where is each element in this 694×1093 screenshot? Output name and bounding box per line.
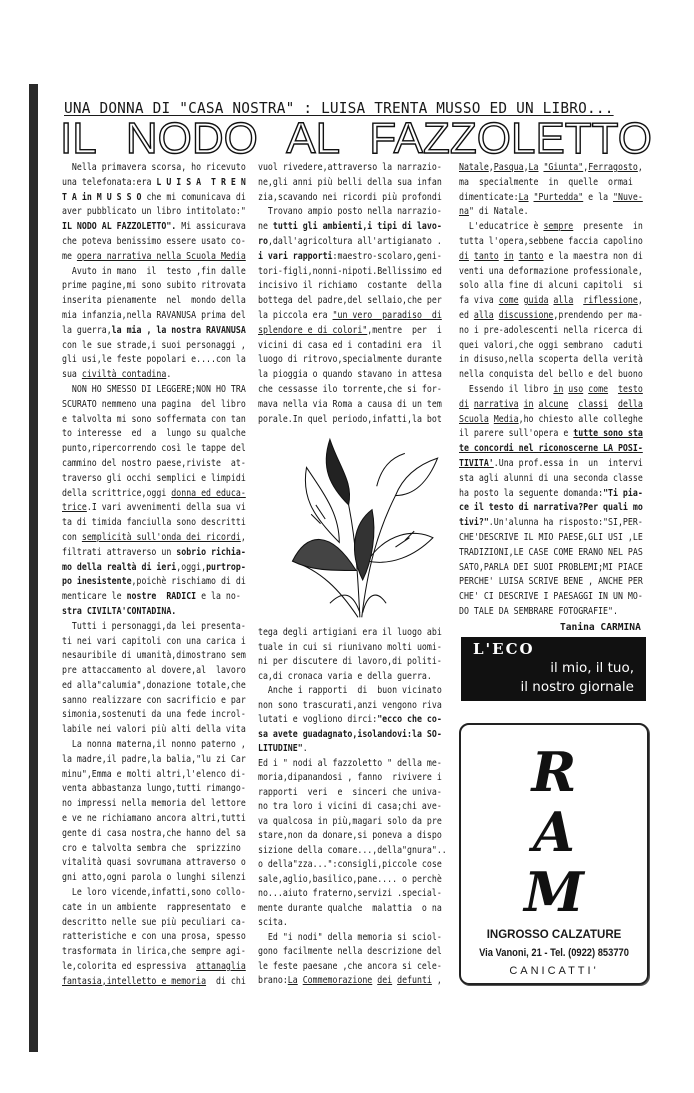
emphasized-text: stra CIVILTA'CONTADINA. [62,605,177,617]
text-line: TRADIZIONI,LE CASE COME ERANO NEL PAS [459,546,643,558]
emphasized-text: defunti [397,975,432,986]
text-segment: ha posto la seguente domanda: [459,487,604,499]
emphasized-text: semplicità sull'onda dei ricordi [81,531,241,543]
text-segment: ,oggi, [176,561,207,573]
text-line [62,487,246,502]
text-segment [608,384,618,395]
emphasized-text: splendore e di colori" [258,324,368,336]
text-line: CHE'DESCRIVE IL MIO PAESE,GLI USI ,LE [459,531,643,543]
text-line [459,250,643,265]
emphasized-text: Media [493,413,519,425]
emphasized-text: "Nuve- [613,191,643,203]
emphasized-text: discussione [498,309,554,321]
emphasized-text: po inesistente [62,576,132,588]
article-kicker: UNA DONNA DI "CASA NOSTRA" : LUISA TRENTA MUSSO ED UN LIBRO... [64,99,614,117]
text-line: nella conquista del bello e del buono [459,369,643,381]
text-line: La nonna materna,il nonno paterno , [62,739,246,751]
text-segment: menticare le [62,591,127,603]
text-segment: la piccola era [258,309,333,321]
emphasized-text: IL NODO AL FAZZOLETTO". [62,221,177,233]
emphasized-text: "Giunta" [543,162,584,173]
text-line [459,487,643,502]
emphasized-text: na [459,206,469,218]
text-segment [608,399,618,410]
text-line: tuale in cui si riunivano molti uomi- [258,641,442,653]
text-line [62,191,246,206]
text-segment: ne [258,221,273,233]
text-line: SCURATO nemmeno una pagina del libro [62,398,246,410]
text-segment: , [583,162,589,173]
text-line: PERCHE' LUISA SCRIVE BENE , ANCHE PER [459,576,643,588]
emphasized-text: sobrio richia- [176,546,246,558]
emphasized-text: testo [617,383,643,395]
text-line [459,427,643,442]
text-line: no tra loro i vicini di casa;chi ave- [258,801,442,812]
text-segment: , [637,295,643,307]
text-segment: .I vari avvenimenti della sua vi [86,502,246,514]
text-line: ca,di cronaca varia e della guerra. [258,670,432,682]
text-segment: brano: [258,975,288,986]
text-line: ti nei vari capitoli con una carica i [62,635,246,647]
plant-illustration [268,430,448,622]
text-segment: ,ho chiesto alle colleghe [518,413,643,425]
text-segment: presente in [573,221,643,233]
text-line: le feste paesane ,che ancora si cele- [258,960,442,972]
emphasized-text: L U I S A T R E N [156,176,246,188]
text-line: sizione della comare...,della"gnura".. [258,844,447,856]
text-line: ne,gli anni più belli della sua infan [258,176,442,188]
emphasized-text: TIVITA' [459,457,494,469]
emphasized-text: La [528,162,539,173]
text-segment: ,poichè rischiamo di di [131,576,246,588]
text-segment: lutati e vogliono dirci: [258,714,378,725]
emphasized-text: Scuola [459,413,489,425]
text-line: venti una deformazione professionale, [459,265,643,277]
text-segment: dimenticate: [459,191,519,203]
text-segment: con [62,531,82,543]
text-line: Le loro vicende,infatti,sono collo- [62,887,246,899]
text-segment: ed [459,309,474,321]
text-segment: ,dall'agricoltura all'artigianato . [267,235,442,247]
text-segment: ,mentre per i [367,324,442,336]
text-line [258,324,442,339]
text-line: ni per discutere di lavoro,di politi- [258,656,442,667]
text-segment: della scrittrice,oggi [62,487,172,499]
text-line: simonia,sostenuti da una fede incrol- [62,709,246,721]
emphasized-text: come [498,295,519,307]
emphasized-text: in [553,383,564,395]
text-line: con le sue strade,i suoi personaggi , [62,339,246,351]
text-line: inserita pienamente nel mondo della [62,295,246,307]
text-line [258,713,447,728]
text-line: no...aiuto fraterno,servizi .special- [258,888,442,899]
emphasized-text: mo della realtà di ieri [62,561,177,573]
article-title: IL NODO AL FAZZOLETTO [60,114,652,163]
emphasized-text: La [287,975,298,986]
text-line: minu",Emma e molti altri,l'elenco di- [62,768,246,780]
emphasized-text: come [588,383,609,395]
text-line: sale,aglio,basilico,pane.... o perchè [258,873,442,885]
emphasized-text: trice [62,502,87,514]
emphasized-text: ro [258,235,268,247]
text-segment: che mi comunicava di [141,191,246,203]
text-line: trasformata in lirica,che sempre agi- [62,946,246,958]
text-segment: . [166,369,172,381]
text-line [459,161,643,176]
emphasized-text: ce il testo di narrativa?Per quali mo [459,502,643,514]
emphasized-text: riflessione [583,295,638,307]
text-line: ta di timida fanciulla sono descritti [62,517,246,529]
text-segment: e la no- [196,591,241,603]
text-line [459,205,643,220]
ram-advertisement [459,723,649,985]
text-segment: sua [62,369,82,381]
text-line [258,974,447,989]
text-line [459,457,643,472]
text-line: venta abbastanza lungo,tutti rimango- [62,783,246,795]
text-line: tega degli artigiani era il luogo abi [258,627,442,638]
text-line [258,728,447,743]
emphasized-text: i vari rapporti [258,250,333,262]
emphasized-text: tivi?" [459,517,489,529]
emphasized-text: fantasia,intelletto e memoria [62,975,207,987]
text-line: cate in un ambiente rappresentato e [62,901,246,913]
text-line [62,605,246,620]
text-segment: :maestro-scolaro,geni- [332,250,442,262]
text-line: e ve ne richiamano ancora altri,tutti [62,813,246,825]
text-line: gono facilmente nella descrizione del [258,946,442,957]
text-line: nesauribile di umanità,dimostrano sem [62,650,246,662]
text-line [258,742,447,757]
ram-city: CANICATTI' [509,965,599,977]
text-line: gli usi,le feste popolari e....con la [62,354,246,366]
text-line: Anche i rapporti di buon vicinato [258,685,442,696]
emphasized-text: te concordi nel riconoscerne LA POSI- [459,443,643,455]
text-line [459,413,643,428]
text-line: Ed i " nodi al fazzoletto " della me- [258,757,442,769]
emphasized-text: della [618,398,643,410]
emphasized-text: La [518,191,529,203]
text-segment [568,399,578,410]
text-line [62,546,246,561]
text-line: pre attaccamento al dovere,al lavoro [62,665,246,677]
emphasized-text: "Ti pia- [603,487,643,499]
text-segment: , [637,162,643,173]
text-segment: , [240,531,246,543]
text-line: gente di casa nostra,che hanno del sa [62,827,246,839]
article-column-left [62,161,246,990]
emphasized-text: dei [377,975,393,986]
emphasized-text: "un vero paradiso di [332,309,442,321]
text-line: Trovano ampio posto nella narrazio- [258,206,442,218]
emphasized-text: Commemorazione [302,975,373,986]
text-line: ma specialmente in quelle ormai [459,176,633,188]
text-line: rapporti veri e sinceri che univa- [258,786,442,798]
text-segment: e la [583,191,614,203]
eco-slogan-line-1: il mio, il tuo, [550,660,634,676]
eco-slogan-line-2: il nostro giornale [520,679,634,695]
article-column-middle-bottom [258,626,447,989]
scan-edge-bar [29,84,38,1052]
text-line: no impressi nella memoria del lettore [62,798,246,810]
text-line: sta agli alunni di una seconda classe [459,472,643,484]
text-line: SATO,PARLA DEI SUOI PROBLEMI;MI PIACE [459,561,643,573]
text-line: incisivo il richiamo costante della [258,280,442,292]
text-segment: il parere sull'opera e [459,428,574,440]
text-line: ratteristiche e con una prosa, spesso [62,931,246,943]
text-segment: ,prendendo per ma- [553,309,643,321]
text-line [459,501,643,516]
text-line: cro e talvolta sembra che sprizzino [62,842,241,854]
text-line [459,442,643,457]
text-line: gni atto,ogni parola o lunghi silenzi [62,872,246,884]
text-line [258,235,442,250]
text-segment: . [302,743,308,754]
emphasized-text: Ferragosto [588,162,638,173]
text-line: solo alla fine di alcuni capitoli si [459,280,643,292]
text-line: la madre,il padre,la balia,"lu zi Car [62,753,246,765]
text-line: traverso gli occhi semplici e limpidi [62,472,246,484]
text-line [258,220,442,235]
text-line: vicini di casa ed i contadini era il [258,339,442,351]
text-line: moria,dipanandosi , fanno rivivere i [258,772,442,783]
emphasized-text: sempre [543,221,574,233]
text-line [62,324,246,339]
text-segment: , [523,162,529,173]
text-line [62,960,246,975]
emphasized-text: la mia , la nostra RAVANUSA [111,324,246,336]
text-line: ed alla"calumia",donazione totale,che [62,679,246,691]
text-line [62,575,246,590]
text-line: NON HO SMESSO DI LEGGERE;NON HO TRA [62,383,246,395]
text-line: tori-figli,nonni-nipoti.Bellissimo ed [258,265,442,277]
text-line: che poteva benissimo essere usato co- [62,235,246,247]
text-segment: fa viva [459,295,499,307]
text-line: che cessasse ilo torrente,che si for- [258,383,442,395]
text-line: punto,ripercorrendo così le tappe del [62,443,246,455]
emphasized-text: di [459,250,469,262]
text-line: va qualcosa in più,magari solo da pre [258,815,442,827]
text-segment: le,colorita ed espressiva [62,961,197,973]
text-line: non sono trascurati,anzi vengono riva [258,699,442,711]
text-line: mente durante qualche malattia o na [258,902,442,914]
emphasized-text: purtrop- [206,561,246,573]
text-line [459,220,643,235]
emphasized-text: T A in M U S S O [62,191,142,203]
text-line: vuol rivedere,attraverso la narrazio- [258,162,442,173]
text-line [62,975,246,990]
emphasized-text: donna ed educa- [171,487,246,499]
text-line [459,516,643,531]
text-line: la pioggia o quando stavano in attesa [258,369,442,381]
text-line: scita. [258,917,288,928]
text-segment: e la maestra non di [543,250,643,262]
text-line: prime pagine,mi sono subito ritrovata [62,280,246,292]
emphasized-text: nostre RADICI [126,591,197,603]
text-line: stare,non da donare,si poneva a dispo [258,830,442,841]
text-segment: una telefonata:era [62,176,157,188]
emphasized-text: tutti gli ambienti,i tipi di lavo- [272,221,442,233]
text-line: CHE' CI DESCRIVE I PAESAGGI IN UN MO- [459,591,643,603]
text-line [459,309,643,324]
text-line: o della"zza...":consigli,piccole cose [258,859,442,870]
emphasized-text: attanaglia [196,961,246,973]
text-line [62,501,246,516]
text-segment [573,295,583,306]
text-segment: Mi assicurava [176,221,246,233]
text-line: no i pre-adolescenti nella ricerca di [459,324,643,336]
text-segment: .Un'alunna ha risposto:"SI,PER- [488,517,643,529]
text-segment: me [62,250,77,262]
text-line [62,561,246,576]
ram-logo-letter: A [533,800,575,864]
text-line: e talvolta mi sono soffermata con tan [62,413,246,425]
emphasized-text: tanto [518,250,544,262]
text-line [62,176,246,191]
text-line: labile nei valori più alti della vita [62,724,246,736]
text-line: zia,scavando nei ricordi più profondi [258,191,442,203]
text-line [258,250,442,265]
text-line [459,398,643,413]
emphasized-text: opera narrativa nella Scuola Media [76,250,246,262]
text-line: vitalità quasi sovrumana attraverso o [62,857,246,869]
emphasized-text: guida [523,295,549,307]
emphasized-text: alla [473,309,494,321]
text-line: cammino del nostro paese,riviste at- [62,457,246,469]
emphasized-text: civiltà contadina [81,369,167,381]
emphasized-text: tanto [473,250,499,262]
text-line: DO TALE DA SEMBRARE FOTOGRAFIE". [459,605,618,617]
ram-business-type: INGROSSO CALZATURE [486,929,622,941]
text-segment: filtrati attraverso un [62,546,177,558]
emphasized-text: narrativa [473,398,519,410]
emphasized-text: tutte sono sta [573,428,643,440]
text-line [459,383,643,398]
emphasized-text: di [459,398,469,410]
emphasized-text: uso [568,383,584,395]
text-line [459,294,643,309]
emphasized-text: alcune [538,398,569,410]
ram-logo-letter: R [531,740,577,804]
text-segment: " di Natale. [468,206,529,218]
eco-advertisement [461,637,646,701]
ram-address-phone: Via Vanoni, 21 - Tel. (0922) 853770 [479,947,629,959]
text-line [62,250,246,265]
emphasized-text: sa avete guadagnato,isolandovi:la SO- [258,728,442,740]
text-line [62,368,246,383]
eco-name: L'ECO [473,640,535,658]
text-segment: Essendo il libro [459,383,554,395]
text-line [62,531,246,546]
text-line: in disuso,nella scoperta della verità [459,354,643,366]
text-segment: .Una prof.essa in un intervi [493,457,643,469]
text-line: Nella primavera scorsa, ho ricevuto [62,162,246,173]
emphasized-text: LITUDINE" [258,743,303,754]
text-segment: la guerra, [62,324,112,336]
text-line: aver pubblicato un libro intitolato:" [62,206,246,218]
emphasized-text: in [503,250,514,262]
emphasized-text: Pasqua [493,162,524,173]
text-line: mava nella via Roma a causa di un tem [258,398,442,410]
text-line [459,191,643,206]
text-line [258,309,442,324]
emphasized-text: "ecco che co- [377,714,442,725]
ram-logo-letter: M [524,860,584,924]
text-segment: di chi [206,975,246,987]
emphasized-text: "Purtedda" [533,191,584,203]
article-column-right [459,161,643,620]
text-line: Tutti i personaggi,da lei presenta- [62,620,246,632]
text-line [62,220,246,235]
text-segment: L'educatrice è [459,221,544,233]
text-line: descritto nelle sue più peculiari ca- [62,916,246,928]
text-line: porale.In quel periodo,infatti,la bot [258,413,442,425]
article-column-middle-top [258,161,442,427]
text-line: Ed "i nodi" della memoria si sciol- [258,931,442,943]
text-line: Avuto in mano il testo ,fin dalle [62,265,246,277]
emphasized-text: in [523,398,534,410]
text-segment: , [431,975,442,986]
text-line: quei valori,che oggi sembrano caduti [459,339,643,351]
emphasized-text: alla [553,295,574,307]
text-line [62,590,246,605]
author-signature: Tanina CARMINA [560,622,641,633]
emphasized-text: Natale [459,162,489,173]
text-line: sanno realizzare con sacrificio e par [62,694,246,706]
text-line: mia infanzia,nella RAVANUSA prima del [62,309,246,321]
emphasized-text: classi [578,398,609,410]
text-line: tutta l'opera,sebbene faccia capolino [459,235,643,247]
text-line: to interesse ed a lungo su qualche [62,428,246,440]
text-segment: , [488,162,494,173]
text-line: luogo di ritrovo,specialmente durante [258,354,442,366]
text-line: bottega del padre,del sellaio,che per [258,295,442,307]
